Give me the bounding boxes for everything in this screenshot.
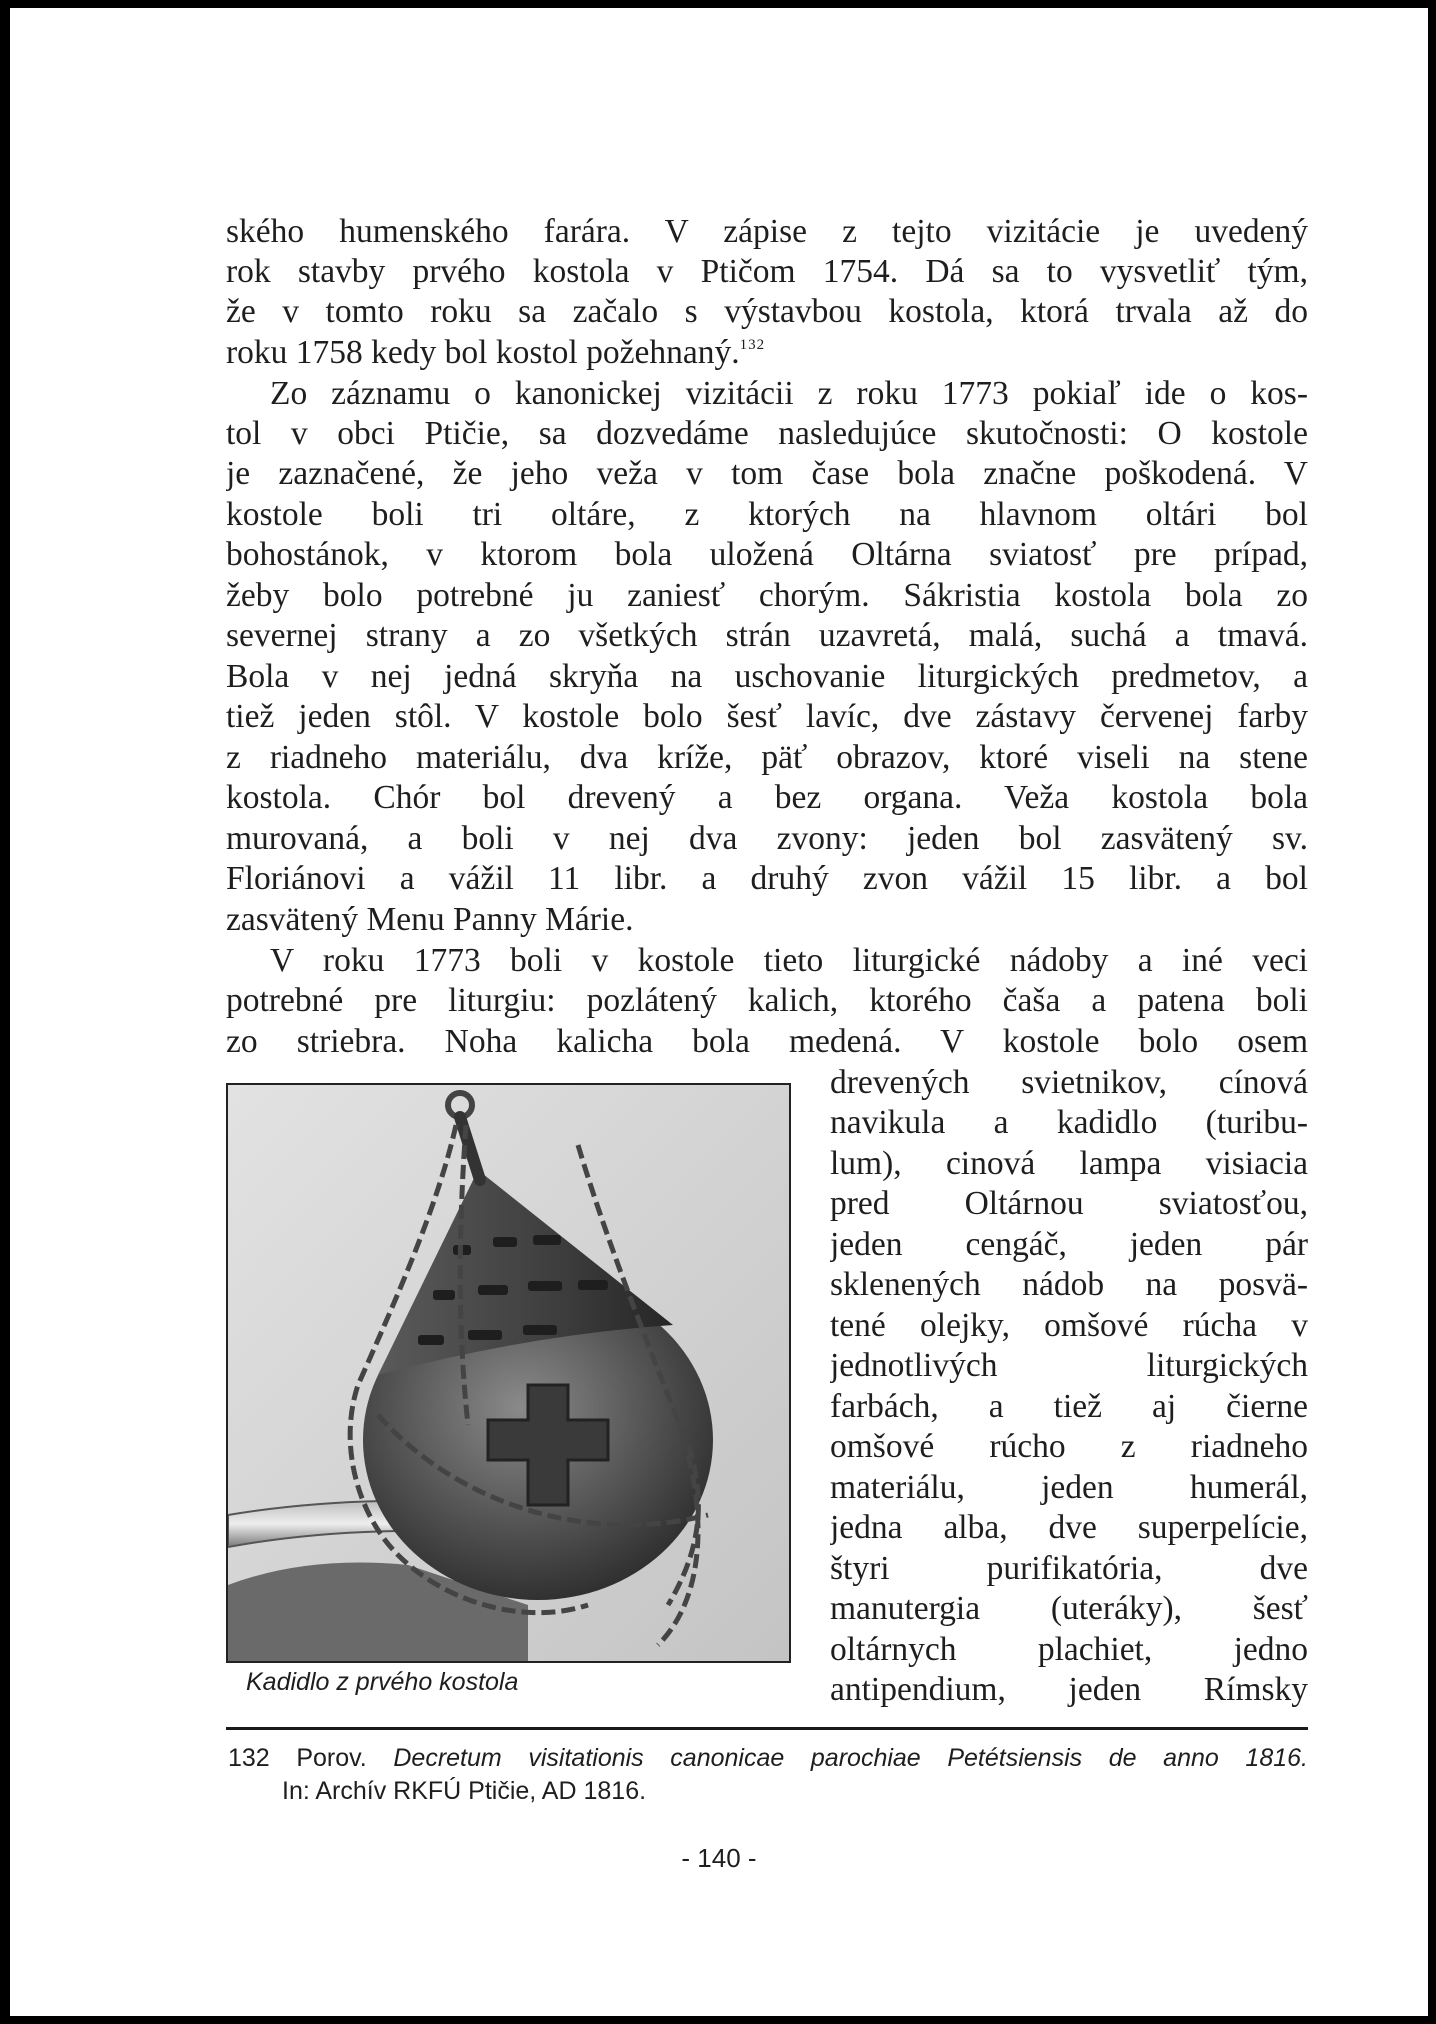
censer-photo <box>226 1083 791 1663</box>
body-line-2: rok stavby prvého kostola v Ptičom 1754. Dá sa to vysvetliť tým, <box>226 253 1308 290</box>
body-line-12: Bola v nej jedná skryňa na uschovanie liturgických predmetov, a <box>226 658 1308 695</box>
figure-caption: Kadidlo z prvého kostola <box>246 1668 519 1696</box>
body-line-15: kostola. Chór bol drevený a bez organa. Veža kostola bola <box>226 779 1308 816</box>
body-line-20: potrebné pre liturgiu: pozlátený kalich, ktorého čaša a patena boli <box>226 982 1308 1019</box>
body-line-9: bohostánok, v ktorom bola uložená Oltárna sviatosť pre prípad, <box>226 536 1308 573</box>
wrap-line-11: materiálu, jeden humerál, <box>830 1469 1308 1506</box>
wrap-line-9: farbách, a tiež aj čierne <box>830 1388 1308 1425</box>
body-line-7: je zaznačené, že jeho veža v tom čase bola značne poškodená. V <box>226 455 1308 492</box>
body-line-16: murovaná, a boli v nej dva zvony: jeden bol zasvätený sv. <box>226 820 1308 857</box>
wrap-line-3: lum), cinová lampa visiacia <box>830 1145 1308 1182</box>
wrap-line-12: jedna alba, dve superpelície, <box>830 1509 1308 1546</box>
paragraph-2-line-1: Zo záznamu o kanonickej vizitácii z roku 1773 pokiaľ ide o kos- <box>270 375 1308 412</box>
wrap-line-6: sklenených nádob na posvä- <box>830 1266 1308 1303</box>
body-line-13: tiež jeden stôl. V kostole bolo šesť lavíc, dve zástavy červenej farby <box>226 698 1308 735</box>
wrap-line-5: jeden cengáč, jeden pár <box>830 1226 1308 1263</box>
wrap-line-13: štyri purifikatória, dve <box>830 1550 1308 1587</box>
body-line-17: Floriánovi a vážil 11 libr. a druhý zvon vážil 15 libr. a bol <box>226 860 1308 897</box>
wrap-line-8: jednotlivých liturgických <box>830 1347 1308 1384</box>
paragraph-3-line-1: V roku 1773 boli v kostole tieto liturgické nádoby a iné veci <box>270 942 1308 979</box>
body-line-21: zo striebra. Noha kalicha bola medená. V kostole bolo osem <box>226 1023 1308 1060</box>
body-line-8: kostole boli tri oltáre, z ktorých na hlavnom oltári bol <box>226 496 1308 533</box>
footnote-number: 132 <box>228 1744 270 1772</box>
footnote-title: Decretum visitationis canonicae parochiae Petétsiensis de anno 1816. <box>393 1744 1308 1772</box>
wrap-line-4: pred Oltárnou sviatosťou, <box>830 1185 1308 1222</box>
body-line-11: severnej strany a zo všetkých strán uzavretá, malá, suchá a tmavá. <box>226 617 1308 654</box>
body-line-4-text: roku 1758 kedy bol kostol požehnaný. <box>226 334 740 371</box>
body-line-1: ského humenského farára. V zápise z tejto vizitácie je uvedený <box>226 213 1308 250</box>
wrap-line-2: navikula a kadidlo (turibu- <box>830 1104 1308 1141</box>
footnote-prefix: Porov. <box>296 1744 367 1772</box>
body-line-18: zasvätený Menu Panny Márie. <box>226 901 634 938</box>
wrap-line-10: omšové rúcho z riadneho <box>830 1428 1308 1465</box>
body-line-10: žeby bolo potrebné ju zaniesť chorým. Sákristia kostola bola zo <box>226 577 1308 614</box>
footnote-reference: 132 <box>739 337 766 353</box>
page-number: - 140 - <box>681 1843 757 1873</box>
body-line-14: z riadneho materiálu, dva kríže, päť obrazov, ktoré viseli na stene <box>226 739 1308 776</box>
body-line-4 <box>226 333 1308 373</box>
wrap-line-15: oltárnych plachiet, jedno <box>830 1631 1308 1668</box>
footnote-line <box>228 1741 1308 1775</box>
wrap-line-7: tené olejky, omšové rúcha v <box>830 1307 1308 1344</box>
footnote-separator <box>226 1727 1308 1730</box>
wrap-line-16: antipendium, jeden Rímsky <box>830 1671 1308 1708</box>
body-line-6: tol v obci Ptičie, sa dozvedáme nasledujúce skutočnosti: O kostole <box>226 415 1308 452</box>
body-line-3: že v tomto roku sa začalo s výstavbou kostola, ktorá trvala až do <box>226 293 1308 330</box>
wrap-line-14: manutergia (uteráky), šesť <box>830 1590 1308 1627</box>
footnote-source: In: Archív RKFÚ Ptičie, AD 1816. <box>282 1777 647 1805</box>
wrap-line-1: drevených svietnikov, cínová <box>830 1064 1308 1101</box>
